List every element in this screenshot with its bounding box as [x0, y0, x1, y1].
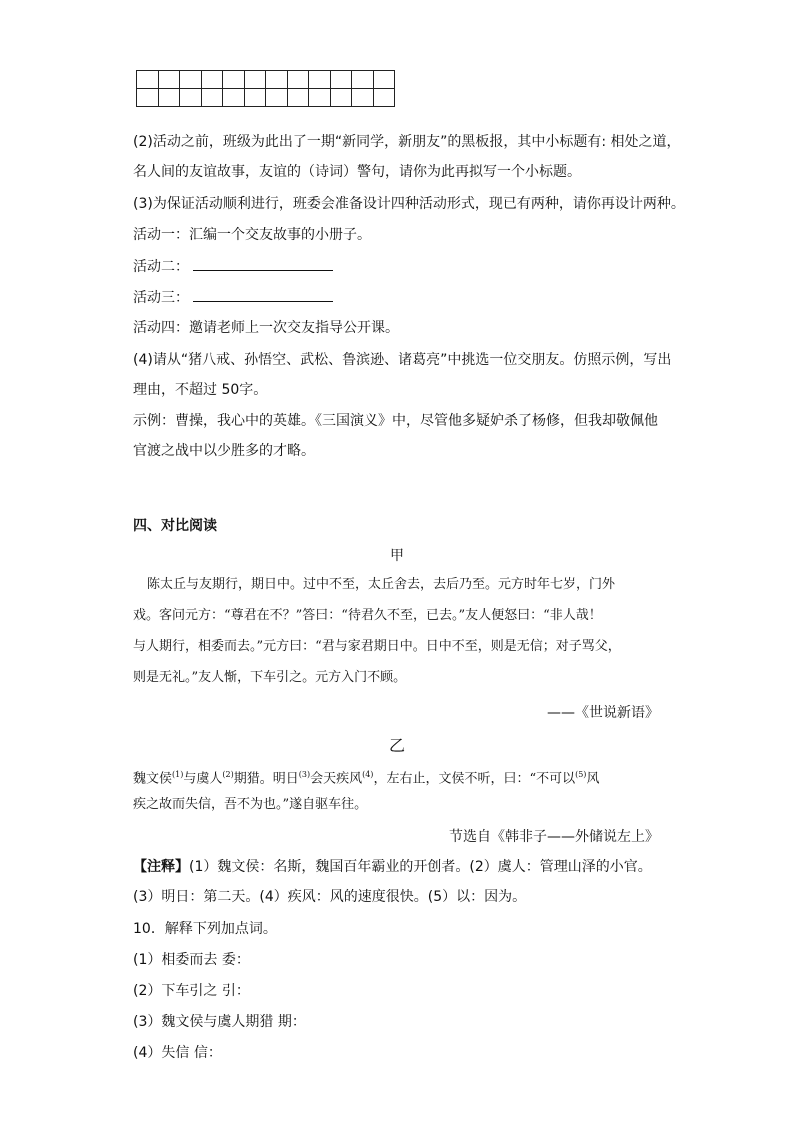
activity-3-label: 活动三：	[133, 290, 189, 306]
jia-line3: 与人期行，相委而去。”元方曰：“君与家君期日中。日中不至，则是无信；对子骂父，	[133, 639, 621, 654]
activity-3	[133, 287, 333, 308]
q4-line2: 理由，不超过 50字。	[133, 382, 268, 398]
yi-text-c: 期猎。明日	[233, 771, 299, 787]
q2-line2: 名人间的友谊故事，友谊的（诗词）警句，请你为此再拟写一个小标题。	[133, 164, 581, 180]
activity-4: 活动四：邀请老师上一次交友指导公开课。	[133, 320, 399, 336]
note-ref-2: (2)	[222, 770, 234, 779]
jia-line1: 陈太丘与友期行，期日中。过中不至，太丘舍去，去后乃至。元方时年七岁，门外	[147, 577, 616, 592]
jia-line4: 则是无礼。”友人惭，下车引之。元方入门不顾。	[133, 670, 407, 685]
note-ref-5: (5)	[575, 770, 587, 779]
activity-2	[133, 256, 333, 277]
q10-item-2: (2）下车引之 引：	[133, 983, 250, 999]
yi-text-d: 会天疾风	[310, 771, 363, 787]
yi-text-f: 风	[586, 771, 600, 787]
jia-line2: 戏。客问元方：“尊君在不？”答曰：“待君久不至，已去。”友人便怒曰：“非人哉！	[133, 608, 602, 623]
q10-item-3: (3）魏文侯与虞人期猎 期：	[133, 1014, 306, 1030]
answer-grid[interactable]	[136, 70, 395, 107]
q10-stem: 10．解释下列加点词。	[133, 921, 277, 937]
yi-text-a: 魏文侯	[133, 771, 173, 787]
activity-2-label: 活动二：	[133, 259, 189, 275]
notes-line2: (3）明日：第二天。(4）疾风：风的速度很快。(5）以：因为。	[133, 889, 527, 905]
note-ref-1: (1)	[172, 770, 184, 779]
q10-item-1: (1）相委而去 委：	[133, 952, 250, 968]
note-ref-4: (4)	[362, 770, 374, 779]
q10-item-4: (4）失信 信：	[133, 1045, 222, 1061]
notes-text-1: (1）魏文侯：名斯，魏国百年霸业的开创者。(2）虞人：管理山泽的小官。	[189, 859, 652, 875]
activity-1: 活动一：汇编一个交友故事的小册子。	[133, 227, 371, 243]
notes-line1	[133, 857, 652, 877]
example-line2: 官渡之战中以少胜多的才略。	[133, 443, 315, 459]
q2-line1: (2)活动之前，班级为此出了一期“新同学，新朋友”的黑板报，其中小标题有: 相处之道，	[133, 134, 681, 150]
yi-source: 节选自《韩非子——外储说左上》	[449, 829, 659, 845]
q4-line1: (4)请从“猪八戒、孙悟空、武松、鲁滨逊、诸葛亮”中挑选一位交朋友。仿照示例，写出	[133, 352, 672, 368]
activity-2-blank[interactable]	[193, 256, 333, 271]
notes-label: 【注释】	[133, 859, 189, 875]
yi-line2: 疾之故而失信，吾不为也。”遂自驱车往。	[133, 797, 368, 812]
yi-text-e: ，左右止，文侯不听，曰：“不可以	[373, 771, 576, 787]
yi-line1	[133, 765, 599, 789]
yi-text-b: 与虞人	[183, 771, 223, 787]
example-line1: 示例：曹操，我心中的英雄。《三国演义》中，尽管他多疑妒杀了杨修，但我却敬佩他	[133, 413, 658, 429]
activity-3-blank[interactable]	[193, 287, 333, 302]
q3-line1: (3)为保证活动顺利进行，班委会准备设计四种活动形式，现已有两种，请你再设计两种。	[133, 196, 685, 212]
section-title: 四、对比阅读	[133, 518, 217, 534]
yi-label: 乙	[388, 736, 405, 755]
jia-label: 甲	[390, 548, 404, 564]
note-ref-3: (3)	[298, 770, 311, 779]
jia-source: ——《世说新语》	[547, 705, 659, 721]
